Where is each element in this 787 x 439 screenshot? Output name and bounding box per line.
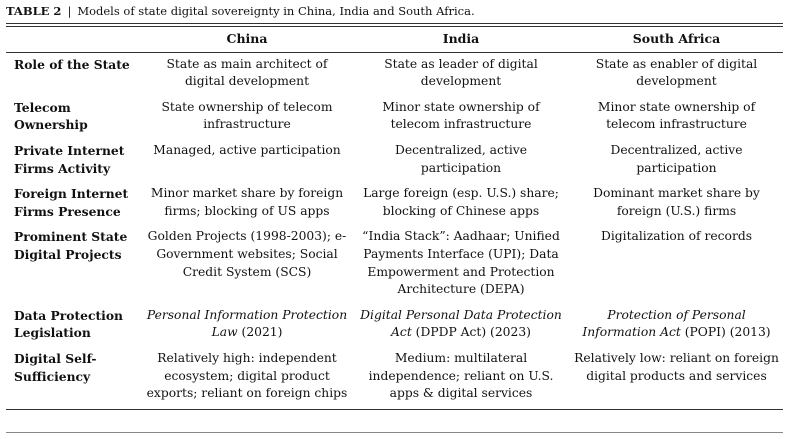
cell-india <box>352 304 570 347</box>
table-label: TABLE 2 <box>6 4 62 18</box>
cell-south-africa: State as enabler of digital development <box>595 56 758 89</box>
row-head: Foreign Internet Firms Presence <box>14 186 129 219</box>
row-head: Digital Self-Sufficiency <box>14 350 97 384</box>
top-rule <box>6 23 783 24</box>
cell-china: Managed, active participation <box>153 142 341 157</box>
cell-china: State ownership of telecom infrastructure <box>161 99 333 132</box>
cell-south-africa: Decentralized, active participation <box>610 142 743 175</box>
law-year-china: (2021) <box>237 325 283 340</box>
cell-india: Minor state ownership of telecom infrastructure <box>382 99 540 132</box>
cell-china: Golden Projects (1998-2003); e-Government websites; Social Credit System (SCS) <box>147 229 347 279</box>
cell-china: Minor market share by foreign firms; blocking of US apps <box>150 186 344 218</box>
table-row <box>6 182 783 225</box>
table-row <box>6 139 783 182</box>
table-caption <box>6 4 475 18</box>
row-head: Telecom Ownership <box>14 99 88 133</box>
cell-india: Large foreign (esp. U.S.) share; blocking of Chinese apps <box>363 186 559 218</box>
cell-india: Medium: multilateral independence; reliant on U.S. apps & digital services <box>368 350 554 401</box>
header-china: China <box>142 28 352 52</box>
law-title-south-africa: Protection of Personal Information Act <box>582 307 746 340</box>
cell-india: Decentralized, active participation <box>395 142 527 175</box>
law-title-india: Digital Personal Data Protection Act <box>360 307 562 340</box>
cell-china: Relatively high: independent ecosystem; digital product exports; reliant on foreign chips <box>146 350 348 401</box>
cell-south-africa <box>570 304 783 347</box>
row-head: Private Internet Firms Activity <box>14 142 125 176</box>
bottom-rule <box>6 409 783 410</box>
cell-south-africa: Dominant market share by foreign (U.S.) firms <box>593 186 760 218</box>
row-head: Data Protection Legislation <box>14 307 123 341</box>
cell-india: “India Stack”: Aadhaar; Unified Payments Interface (UPI); Data Empowerment and Protection Architecture (DEPA) <box>362 229 560 297</box>
row-head: Role of the State <box>14 56 130 72</box>
cell-china <box>142 304 352 347</box>
cell-south-africa: Minor state ownership of telecom infrastructure <box>597 99 756 132</box>
law-title-china: Personal Information Protection Law <box>146 307 348 340</box>
header-india: India <box>352 28 570 52</box>
law-year-india: (DPDP Act) (2023) <box>411 325 531 340</box>
header-empty <box>6 28 142 52</box>
cell-south-africa: Relatively low: reliant on foreign digital products and services <box>574 350 779 383</box>
row-head: Prominent State Digital Projects <box>14 229 128 262</box>
table-row <box>6 304 783 347</box>
cell-china: State as main architect of digital development <box>166 56 328 89</box>
caption-separator: | <box>67 4 72 18</box>
cell-south-africa: Digitalization of records <box>600 229 753 244</box>
top-rule-double <box>6 26 783 27</box>
table-row <box>6 96 783 139</box>
law-year-south-africa: (POPI) (2013) <box>680 325 771 340</box>
footer-rule <box>6 432 783 433</box>
table-row <box>6 347 783 408</box>
sovereignty-table <box>6 28 783 408</box>
table-row <box>6 52 783 96</box>
cell-india: State as leader of digital development <box>384 56 538 89</box>
table-row <box>6 225 783 303</box>
header-row <box>6 28 783 52</box>
header-south-africa: South Africa <box>570 28 783 52</box>
table-title: Models of state digital sovereignty in China, India and South Africa. <box>77 4 475 18</box>
